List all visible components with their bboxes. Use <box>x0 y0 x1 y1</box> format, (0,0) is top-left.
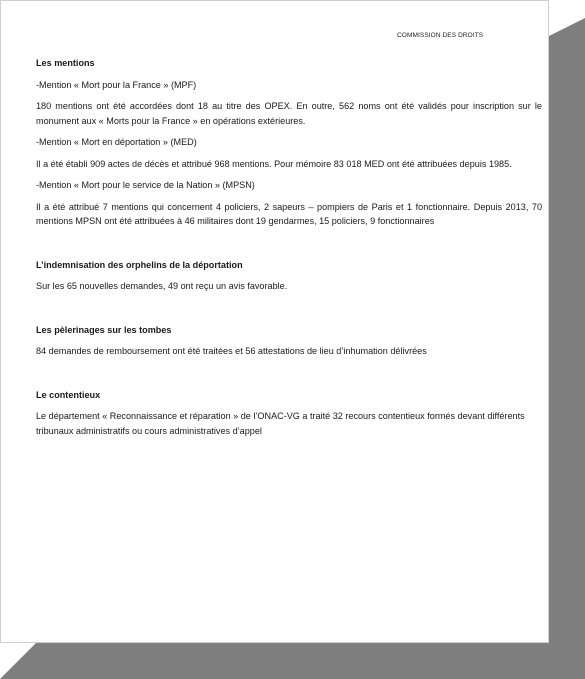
running-header: COMMISSION DES DROITS <box>397 32 484 39</box>
litigation-text: Le département « Reconnaissance et réparation » de l’ONAC-VG a traité 32 recours contentieux formés devant différents tribunaux administratifs ou cours administratives d’appel <box>36 411 525 436</box>
mention-med-text: Il a été établi 909 actes de décès et attribué 968 mentions. Pour mémoire 83 018 MED ont été attribuées depuis 1985. <box>36 158 512 169</box>
section-heading-orphans: L’indemnisation des orphelins de la déportation <box>36 259 243 270</box>
mention-mpf-text: 180 mentions ont été accordées dont 18 au titre des OPEX. En outre, 562 noms ont été validés pour inscription sur le monument aux « Morts pour la France » en opérations extérieures. <box>36 101 542 126</box>
page-shadow-bottom <box>0 643 585 679</box>
mention-mpf-title: -Mention « Mort pour la France » (MPF) <box>36 79 197 90</box>
mention-mpsn-title: -Mention « Mort pour le service de la Nation » (MPSN) <box>36 180 255 190</box>
orphans-text: Sur les 65 nouvelles demandes, 49 ont reçu un avis favorable. <box>36 281 288 291</box>
section-heading-litigation: Le contentieux <box>36 389 101 400</box>
mention-med-title: -Mention « Mort en déportation » (MED) <box>36 137 197 147</box>
section-heading-mentions: Les mentions <box>36 58 95 68</box>
pilgrimages-text: 84 demandes de remboursement ont été traitées et 56 attestations de lieu d’inhumation délivrées <box>36 346 427 356</box>
mention-mpsn-text: Il a été attribué 7 mentions qui concernent 4 policiers, 2 sapeurs – pompiers de Paris et 1 fonctionnaire. Depuis 2013, 70 mentions MPSN ont été attribuées à 46 militaires dont 19 gendarmes, 15 policiers, 9 fonctionnaires <box>36 201 542 226</box>
page-shadow-right <box>549 18 585 679</box>
page-content <box>36 56 542 438</box>
section-heading-pilgrimages: Les pèlerinages sur les tombes <box>36 324 172 335</box>
